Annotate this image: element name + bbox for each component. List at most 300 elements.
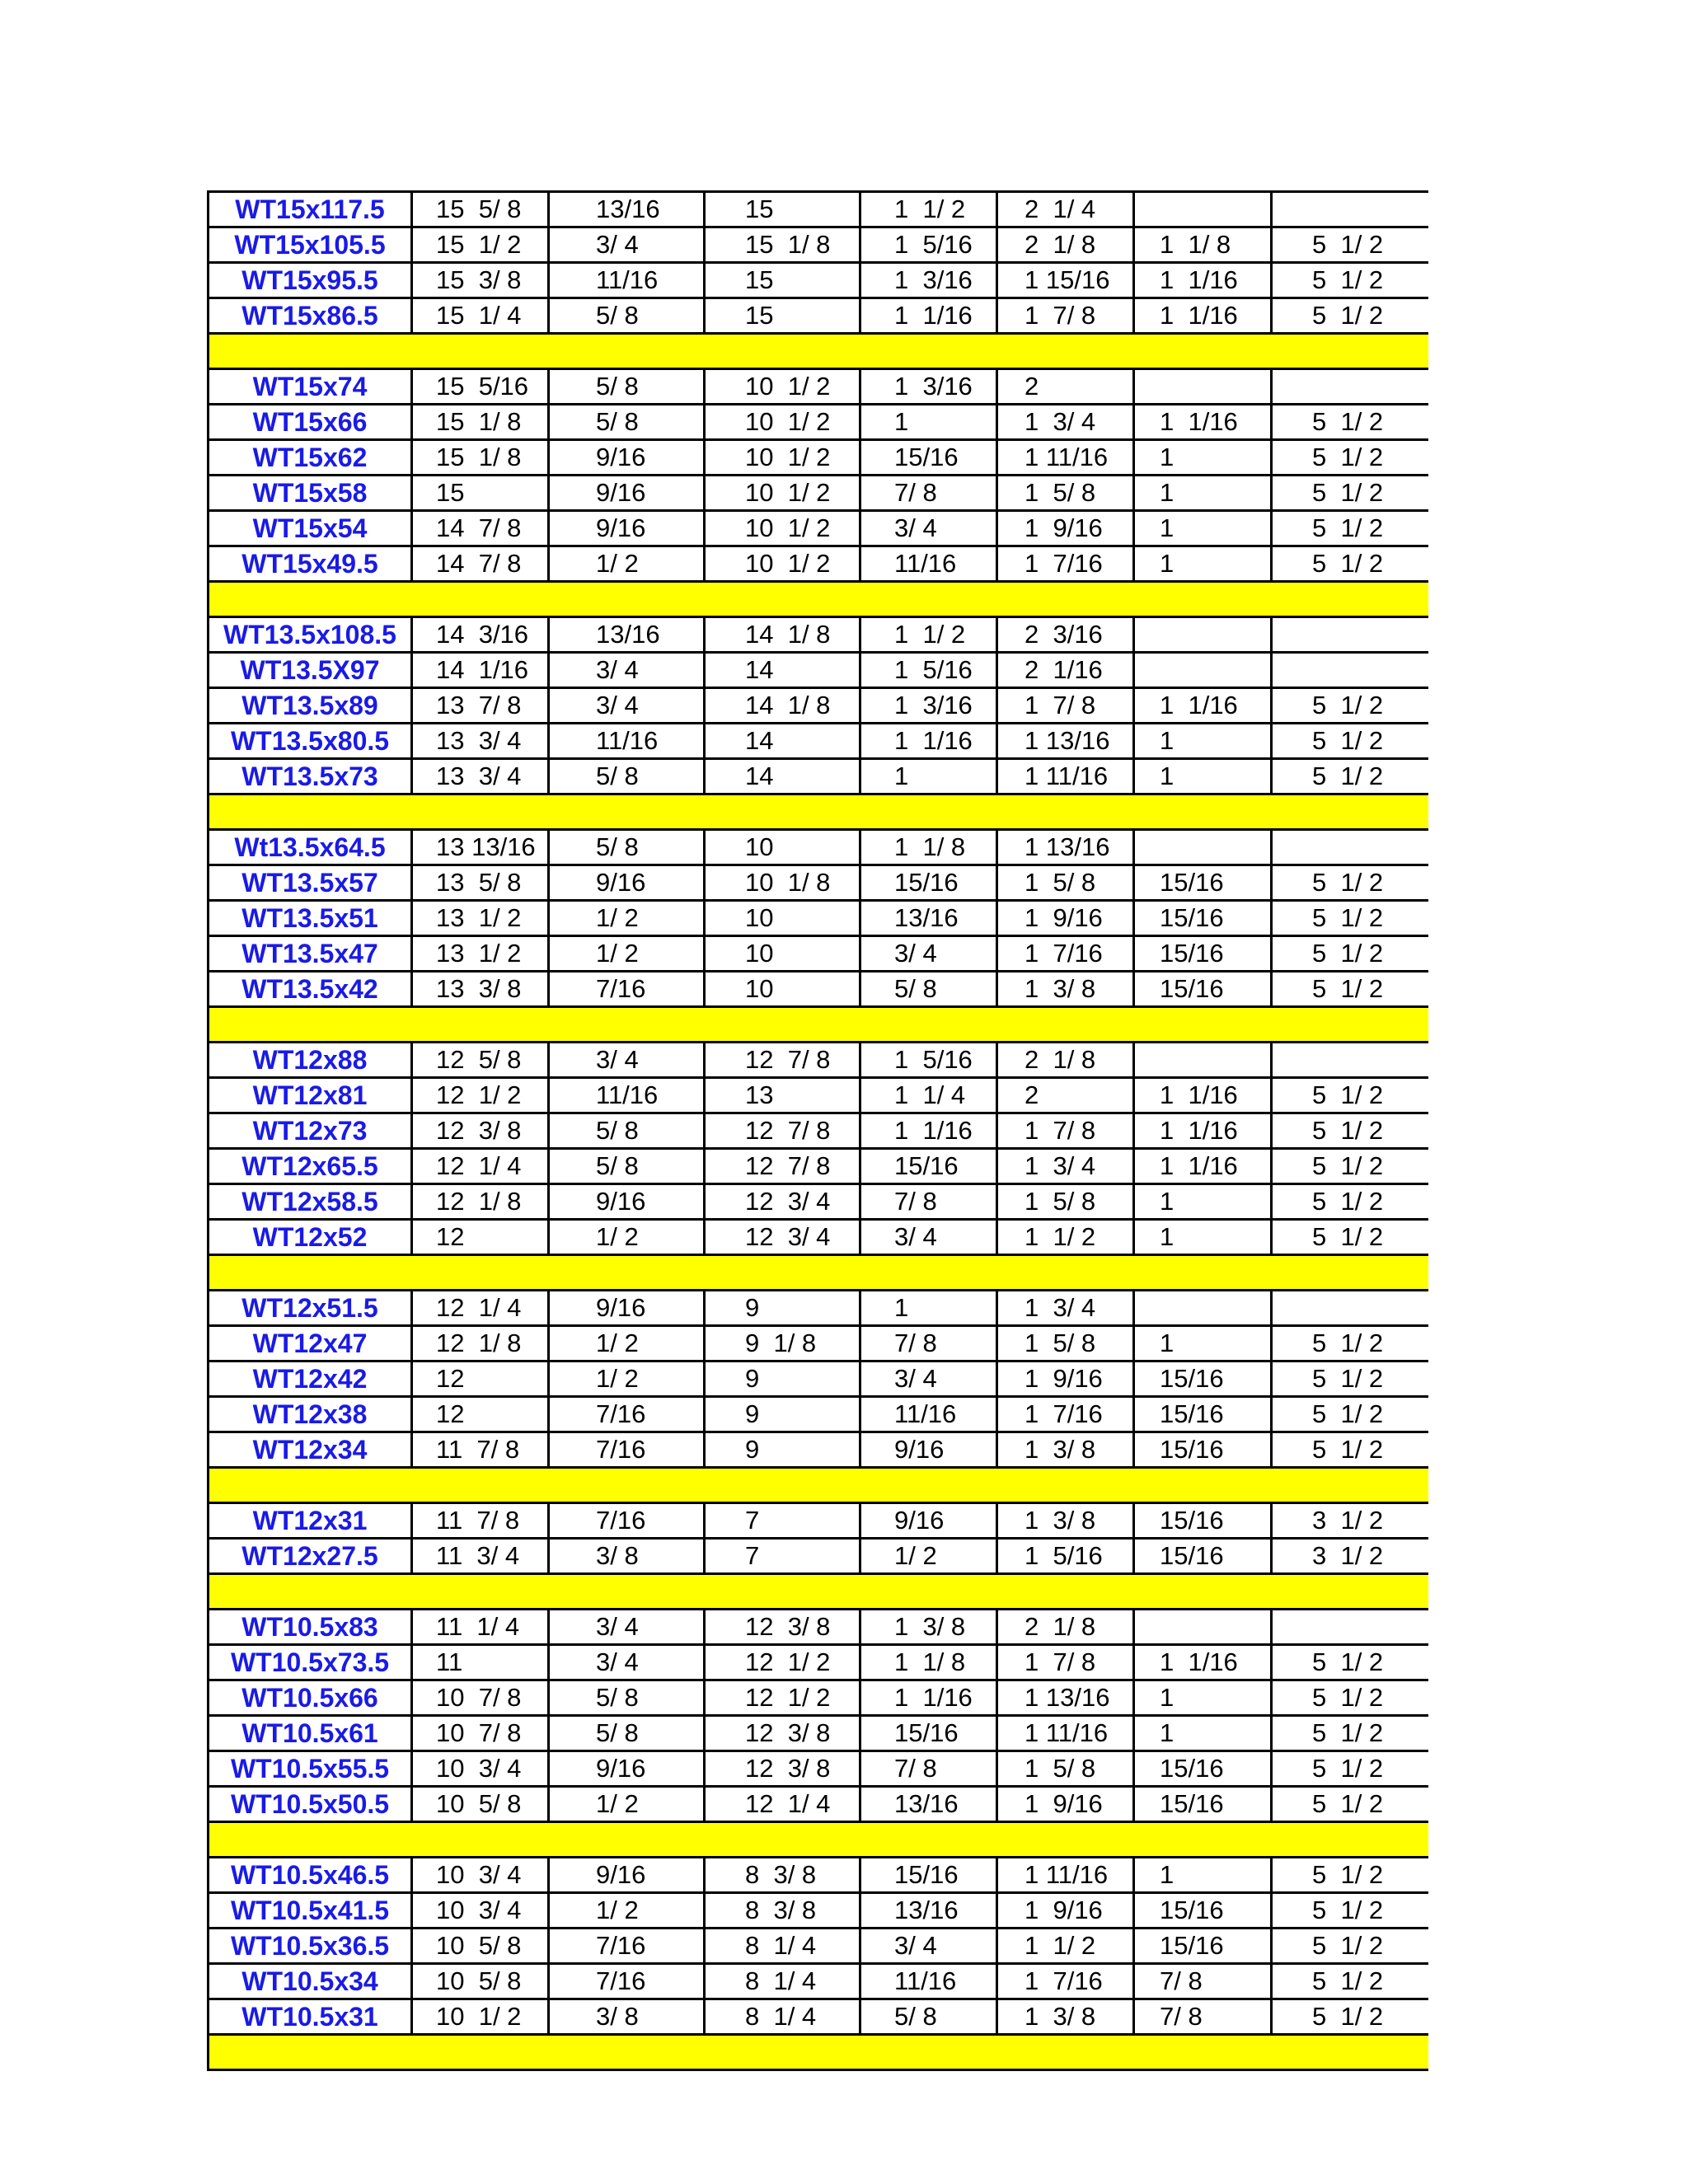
value-cell-col-7	[1272, 617, 1428, 653]
value-cell-col-7: 5 1/ 2	[1272, 1893, 1428, 1929]
value-cell-col-5: 1 1/ 2	[997, 1929, 1134, 1964]
value-cell-col-5: 1 3/ 4	[997, 405, 1134, 440]
table-row	[209, 369, 1428, 405]
table-row	[209, 1751, 1428, 1787]
table-row	[209, 298, 1428, 334]
table-row	[209, 936, 1428, 972]
table-row	[209, 617, 1428, 653]
separator-fill	[209, 1822, 1428, 1858]
value-cell-col-7	[1272, 830, 1428, 865]
value-cell-col-6: 15/16	[1134, 936, 1272, 972]
value-cell-col-4: 1 1/ 8	[860, 1645, 997, 1680]
value-cell-col-3: 8 1/ 4	[705, 1929, 860, 1964]
value-cell-col-2: 9/16	[549, 1858, 705, 1893]
table-row	[209, 1716, 1428, 1751]
designation-cell: WT12x47	[209, 1326, 412, 1361]
value-cell-col-3: 12 3/ 8	[705, 1716, 860, 1751]
value-cell-col-6: 15/16	[1134, 972, 1272, 1007]
value-cell-col-1: 12 1/ 2	[412, 1078, 549, 1113]
value-cell-col-2: 5/ 8	[549, 1716, 705, 1751]
value-cell-col-3: 9	[705, 1432, 860, 1468]
value-cell-col-2: 9/16	[549, 1291, 705, 1326]
designation-cell: WT15x58	[209, 476, 412, 511]
value-cell-col-7: 5 1/ 2	[1272, 972, 1428, 1007]
value-cell-col-3: 9	[705, 1291, 860, 1326]
value-cell-col-5: 1 1/ 2	[997, 1220, 1134, 1255]
value-cell-col-7: 5 1/ 2	[1272, 901, 1428, 936]
designation-cell: WT12x65.5	[209, 1149, 412, 1184]
value-cell-col-6: 1	[1134, 1220, 1272, 1255]
value-cell-col-1: 10 7/ 8	[412, 1680, 549, 1716]
group-separator-row	[209, 2035, 1428, 2070]
group-separator-row	[209, 1007, 1428, 1043]
designation-cell: WT15x86.5	[209, 298, 412, 334]
value-cell-col-2: 9/16	[549, 511, 705, 546]
value-cell-col-4: 15/16	[860, 865, 997, 901]
value-cell-col-3: 12 7/ 8	[705, 1043, 860, 1078]
value-cell-col-4: 9/16	[860, 1503, 997, 1539]
value-cell-col-5: 1 3/ 8	[997, 972, 1134, 1007]
separator-fill	[209, 1255, 1428, 1291]
table-row	[209, 972, 1428, 1007]
table-row	[209, 546, 1428, 582]
designation-cell: WT10.5x36.5	[209, 1929, 412, 1964]
value-cell-col-5: 1 7/16	[997, 1397, 1134, 1432]
value-cell-col-2: 5/ 8	[549, 1113, 705, 1149]
value-cell-col-1: 15 1/ 2	[412, 227, 549, 263]
value-cell-col-3: 7	[705, 1503, 860, 1539]
value-cell-col-2: 13/16	[549, 617, 705, 653]
value-cell-col-7: 5 1/ 2	[1272, 405, 1428, 440]
value-cell-col-6: 1 1/16	[1134, 688, 1272, 724]
table-row	[209, 511, 1428, 546]
value-cell-col-3: 13	[705, 1078, 860, 1113]
designation-cell: WT10.5x41.5	[209, 1893, 412, 1929]
table-row	[209, 653, 1428, 688]
value-cell-col-7: 5 1/ 2	[1272, 1680, 1428, 1716]
value-cell-col-3: 12 3/ 4	[705, 1220, 860, 1255]
value-cell-col-4: 1 1/ 4	[860, 1078, 997, 1113]
value-cell-col-1: 11 7/ 8	[412, 1432, 549, 1468]
value-cell-col-4: 3/ 4	[860, 1220, 997, 1255]
value-cell-col-3: 12 1/ 4	[705, 1787, 860, 1822]
value-cell-col-7: 5 1/ 2	[1272, 1858, 1428, 1893]
value-cell-col-4: 3/ 4	[860, 1929, 997, 1964]
value-cell-col-6	[1134, 192, 1272, 227]
table-row	[209, 227, 1428, 263]
value-cell-col-6: 15/16	[1134, 1929, 1272, 1964]
value-cell-col-5: 2 1/ 4	[997, 192, 1134, 227]
value-cell-col-3: 12 7/ 8	[705, 1113, 860, 1149]
value-cell-col-1: 10 3/ 4	[412, 1751, 549, 1787]
value-cell-col-5: 1 7/ 8	[997, 298, 1134, 334]
value-cell-col-3: 12 3/ 8	[705, 1610, 860, 1645]
value-cell-col-4: 15/16	[860, 1716, 997, 1751]
table-row	[209, 688, 1428, 724]
value-cell-col-2: 1/ 2	[549, 901, 705, 936]
value-cell-col-1: 11 1/ 4	[412, 1610, 549, 1645]
designation-cell: WT15x74	[209, 369, 412, 405]
value-cell-col-1: 12	[412, 1397, 549, 1432]
value-cell-col-5: 1 5/16	[997, 1539, 1134, 1574]
table-row	[209, 192, 1428, 227]
table-row	[209, 1610, 1428, 1645]
table-row	[209, 1361, 1428, 1397]
value-cell-col-5: 1 11/16	[997, 440, 1134, 476]
designation-cell: WT12x27.5	[209, 1539, 412, 1574]
table-row	[209, 1539, 1428, 1574]
value-cell-col-2: 9/16	[549, 476, 705, 511]
designation-cell: WT15x62	[209, 440, 412, 476]
value-cell-col-3: 10	[705, 936, 860, 972]
value-cell-col-2: 7/16	[549, 1929, 705, 1964]
value-cell-col-6: 15/16	[1134, 1893, 1272, 1929]
value-cell-col-5: 1 9/16	[997, 1787, 1134, 1822]
separator-fill	[209, 582, 1428, 617]
value-cell-col-1: 10 5/ 8	[412, 1964, 549, 1999]
value-cell-col-4: 3/ 4	[860, 1361, 997, 1397]
value-cell-col-5: 1 7/ 8	[997, 688, 1134, 724]
value-cell-col-7: 5 1/ 2	[1272, 1326, 1428, 1361]
value-cell-col-3: 15	[705, 192, 860, 227]
value-cell-col-3: 10 1/ 8	[705, 865, 860, 901]
table-row	[209, 1858, 1428, 1893]
designation-cell: WT15x105.5	[209, 227, 412, 263]
value-cell-col-5: 1 11/16	[997, 1858, 1134, 1893]
value-cell-col-5: 1 5/ 8	[997, 476, 1134, 511]
value-cell-col-4: 15/16	[860, 1149, 997, 1184]
designation-cell: WT10.5x31	[209, 1999, 412, 2035]
designation-cell: WT12x51.5	[209, 1291, 412, 1326]
value-cell-col-3: 10 1/ 2	[705, 476, 860, 511]
value-cell-col-7: 5 1/ 2	[1272, 1929, 1428, 1964]
table-row	[209, 440, 1428, 476]
value-cell-col-6	[1134, 1610, 1272, 1645]
value-cell-col-5: 1 7/16	[997, 936, 1134, 972]
value-cell-col-5: 1 13/16	[997, 724, 1134, 759]
value-cell-col-2: 7/16	[549, 1964, 705, 1999]
value-cell-col-7	[1272, 192, 1428, 227]
value-cell-col-7: 5 1/ 2	[1272, 1397, 1428, 1432]
table-row	[209, 901, 1428, 936]
value-cell-col-6: 1 1/16	[1134, 405, 1272, 440]
value-cell-col-1: 15	[412, 476, 549, 511]
value-cell-col-2: 1/ 2	[549, 1326, 705, 1361]
value-cell-col-1: 15 5/16	[412, 369, 549, 405]
group-separator-row	[209, 1468, 1428, 1503]
value-cell-col-5: 1 11/16	[997, 759, 1134, 794]
value-cell-col-6: 1	[1134, 1716, 1272, 1751]
value-cell-col-4: 1 1/16	[860, 1680, 997, 1716]
value-cell-col-3: 12 7/ 8	[705, 1149, 860, 1184]
designation-cell: WT10.5x73.5	[209, 1645, 412, 1680]
table-row	[209, 1220, 1428, 1255]
value-cell-col-3: 8 1/ 4	[705, 1964, 860, 1999]
value-cell-col-2: 1/ 2	[549, 936, 705, 972]
designation-cell: WT13.5x57	[209, 865, 412, 901]
value-cell-col-7: 5 1/ 2	[1272, 1432, 1428, 1468]
designation-cell: WT13.5x73	[209, 759, 412, 794]
value-cell-col-5: 1 3/ 8	[997, 1432, 1134, 1468]
value-cell-col-3: 12 3/ 4	[705, 1184, 860, 1220]
value-cell-col-7: 5 1/ 2	[1272, 298, 1428, 334]
designation-cell: WT12x31	[209, 1503, 412, 1539]
value-cell-col-5: 1 3/ 4	[997, 1149, 1134, 1184]
value-cell-col-6: 15/16	[1134, 901, 1272, 936]
table-row	[209, 724, 1428, 759]
value-cell-col-6	[1134, 830, 1272, 865]
value-cell-col-1: 12 1/ 8	[412, 1326, 549, 1361]
value-cell-col-3: 14 1/ 8	[705, 688, 860, 724]
table-row	[209, 1999, 1428, 2035]
value-cell-col-4: 1	[860, 405, 997, 440]
separator-fill	[209, 1007, 1428, 1043]
value-cell-col-6: 1	[1134, 1858, 1272, 1893]
value-cell-col-5: 1 7/ 8	[997, 1113, 1134, 1149]
value-cell-col-2: 1/ 2	[549, 546, 705, 582]
designation-cell: WT13.5x80.5	[209, 724, 412, 759]
value-cell-col-7: 5 1/ 2	[1272, 227, 1428, 263]
value-cell-col-7: 5 1/ 2	[1272, 688, 1428, 724]
separator-fill	[209, 794, 1428, 830]
value-cell-col-4: 3/ 4	[860, 936, 997, 972]
table-row	[209, 1893, 1428, 1929]
value-cell-col-3: 10	[705, 830, 860, 865]
value-cell-col-7: 3 1/ 2	[1272, 1503, 1428, 1539]
value-cell-col-5: 2 1/ 8	[997, 1043, 1134, 1078]
value-cell-col-2: 5/ 8	[549, 405, 705, 440]
value-cell-col-1: 12 1/ 4	[412, 1291, 549, 1326]
value-cell-col-6: 1	[1134, 1680, 1272, 1716]
value-cell-col-2: 3/ 4	[549, 653, 705, 688]
value-cell-col-1: 11 3/ 4	[412, 1539, 549, 1574]
value-cell-col-2: 3/ 4	[549, 1043, 705, 1078]
value-cell-col-7: 5 1/ 2	[1272, 263, 1428, 298]
value-cell-col-2: 11/16	[549, 263, 705, 298]
designation-cell: WT15x95.5	[209, 263, 412, 298]
group-separator-row	[209, 1822, 1428, 1858]
value-cell-col-7	[1272, 1291, 1428, 1326]
value-cell-col-7: 5 1/ 2	[1272, 865, 1428, 901]
value-cell-col-1: 10 5/ 8	[412, 1787, 549, 1822]
value-cell-col-7: 5 1/ 2	[1272, 476, 1428, 511]
value-cell-col-4: 7/ 8	[860, 1184, 997, 1220]
value-cell-col-4: 15/16	[860, 1858, 997, 1893]
table-row	[209, 405, 1428, 440]
value-cell-col-1: 13 7/ 8	[412, 688, 549, 724]
value-cell-col-4: 7/ 8	[860, 476, 997, 511]
separator-fill	[209, 1468, 1428, 1503]
value-cell-col-2: 11/16	[549, 724, 705, 759]
value-cell-col-7	[1272, 1043, 1428, 1078]
designation-cell: WT13.5X97	[209, 653, 412, 688]
designation-cell: WT15x117.5	[209, 192, 412, 227]
value-cell-col-7: 5 1/ 2	[1272, 1184, 1428, 1220]
value-cell-col-6: 15/16	[1134, 1751, 1272, 1787]
value-cell-col-4: 1 1/ 2	[860, 192, 997, 227]
value-cell-col-1: 11	[412, 1645, 549, 1680]
group-separator-row	[209, 334, 1428, 369]
value-cell-col-3: 9 1/ 8	[705, 1326, 860, 1361]
value-cell-col-1: 10 3/ 4	[412, 1858, 549, 1893]
value-cell-col-7	[1272, 1610, 1428, 1645]
value-cell-col-6: 1	[1134, 1184, 1272, 1220]
table-row	[209, 1078, 1428, 1113]
value-cell-col-2: 7/16	[549, 1503, 705, 1539]
table-row	[209, 1326, 1428, 1361]
designation-cell: WT12x81	[209, 1078, 412, 1113]
value-cell-col-6: 7/ 8	[1134, 1999, 1272, 2035]
value-cell-col-7: 5 1/ 2	[1272, 511, 1428, 546]
value-cell-col-2: 5/ 8	[549, 1149, 705, 1184]
designation-cell: WT10.5x34	[209, 1964, 412, 1999]
value-cell-col-6	[1134, 617, 1272, 653]
value-cell-col-6: 15/16	[1134, 1787, 1272, 1822]
value-cell-col-2: 7/16	[549, 972, 705, 1007]
group-separator-row	[209, 582, 1428, 617]
table-row	[209, 1645, 1428, 1680]
designation-cell: Wt13.5x64.5	[209, 830, 412, 865]
value-cell-col-7: 5 1/ 2	[1272, 724, 1428, 759]
value-cell-col-1: 14 7/ 8	[412, 546, 549, 582]
value-cell-col-2: 3/ 4	[549, 1645, 705, 1680]
designation-cell: WT12x38	[209, 1397, 412, 1432]
value-cell-col-5: 1 9/16	[997, 1893, 1134, 1929]
value-cell-col-1: 13 1/ 2	[412, 901, 549, 936]
table-row	[209, 830, 1428, 865]
value-cell-col-7: 5 1/ 2	[1272, 546, 1428, 582]
designation-cell: WT13.5x108.5	[209, 617, 412, 653]
value-cell-col-6: 1	[1134, 476, 1272, 511]
value-cell-col-2: 9/16	[549, 1184, 705, 1220]
value-cell-col-3: 7	[705, 1539, 860, 1574]
value-cell-col-4: 11/16	[860, 546, 997, 582]
value-cell-col-7: 5 1/ 2	[1272, 1787, 1428, 1822]
value-cell-col-2: 3/ 4	[549, 1610, 705, 1645]
value-cell-col-6: 1 1/16	[1134, 1645, 1272, 1680]
value-cell-col-4: 1 3/16	[860, 369, 997, 405]
value-cell-col-1: 13 5/ 8	[412, 865, 549, 901]
designation-cell: WT13.5x51	[209, 901, 412, 936]
value-cell-col-6: 1	[1134, 1326, 1272, 1361]
value-cell-col-2: 7/16	[549, 1397, 705, 1432]
designation-cell: WT12x73	[209, 1113, 412, 1149]
value-cell-col-2: 3/ 8	[549, 1999, 705, 2035]
value-cell-col-1: 14 7/ 8	[412, 511, 549, 546]
value-cell-col-2: 11/16	[549, 1078, 705, 1113]
value-cell-col-6: 15/16	[1134, 1397, 1272, 1432]
group-separator-row	[209, 1255, 1428, 1291]
value-cell-col-3: 15 1/ 8	[705, 227, 860, 263]
value-cell-col-6: 15/16	[1134, 1361, 1272, 1397]
value-cell-col-7: 3 1/ 2	[1272, 1539, 1428, 1574]
table-row	[209, 263, 1428, 298]
value-cell-col-2: 3/ 4	[549, 227, 705, 263]
value-cell-col-7: 5 1/ 2	[1272, 1113, 1428, 1149]
value-cell-col-1: 10 1/ 2	[412, 1999, 549, 2035]
value-cell-col-4: 1 3/16	[860, 263, 997, 298]
designation-cell: WT15x66	[209, 405, 412, 440]
value-cell-col-5: 2 3/16	[997, 617, 1134, 653]
value-cell-col-1: 12 5/ 8	[412, 1043, 549, 1078]
value-cell-col-3: 12 3/ 8	[705, 1751, 860, 1787]
value-cell-col-6	[1134, 653, 1272, 688]
value-cell-col-7: 5 1/ 2	[1272, 1751, 1428, 1787]
table-row	[209, 1184, 1428, 1220]
designation-cell: WT12x34	[209, 1432, 412, 1468]
value-cell-col-3: 8 3/ 8	[705, 1893, 860, 1929]
value-cell-col-2: 9/16	[549, 1751, 705, 1787]
value-cell-col-6: 15/16	[1134, 1539, 1272, 1574]
value-cell-col-7: 5 1/ 2	[1272, 1645, 1428, 1680]
separator-fill	[209, 2035, 1428, 2070]
value-cell-col-3: 8 3/ 8	[705, 1858, 860, 1893]
value-cell-col-5: 1 3/ 4	[997, 1291, 1134, 1326]
wt-section-table	[207, 190, 1428, 2071]
table-row	[209, 1680, 1428, 1716]
value-cell-col-6: 1 1/16	[1134, 1078, 1272, 1113]
value-cell-col-5: 1 7/16	[997, 546, 1134, 582]
value-cell-col-4: 1 1/16	[860, 1113, 997, 1149]
value-cell-col-1: 12 1/ 4	[412, 1149, 549, 1184]
value-cell-col-4: 5/ 8	[860, 972, 997, 1007]
value-cell-col-1: 14 1/16	[412, 653, 549, 688]
value-cell-col-4: 15/16	[860, 440, 997, 476]
table-row	[209, 1149, 1428, 1184]
table-row	[209, 1043, 1428, 1078]
value-cell-col-7: 5 1/ 2	[1272, 440, 1428, 476]
value-cell-col-6: 1	[1134, 440, 1272, 476]
value-cell-col-1: 15 1/ 8	[412, 440, 549, 476]
value-cell-col-6: 1 1/ 8	[1134, 227, 1272, 263]
value-cell-col-4: 5/ 8	[860, 1999, 997, 2035]
value-cell-col-4: 1	[860, 1291, 997, 1326]
value-cell-col-2: 1/ 2	[549, 1893, 705, 1929]
value-cell-col-1: 10 7/ 8	[412, 1716, 549, 1751]
value-cell-col-4: 1 1/ 8	[860, 830, 997, 865]
value-cell-col-4: 1 3/ 8	[860, 1610, 997, 1645]
value-cell-col-3: 12 1/ 2	[705, 1680, 860, 1716]
value-cell-col-6: 1 1/16	[1134, 1149, 1272, 1184]
value-cell-col-4: 1/ 2	[860, 1539, 997, 1574]
value-cell-col-6	[1134, 1043, 1272, 1078]
value-cell-col-5: 2 1/16	[997, 653, 1134, 688]
designation-cell: WT10.5x55.5	[209, 1751, 412, 1787]
value-cell-col-5: 1 7/ 8	[997, 1645, 1134, 1680]
value-cell-col-5: 1 9/16	[997, 511, 1134, 546]
value-cell-col-1: 12 3/ 8	[412, 1113, 549, 1149]
value-cell-col-2: 5/ 8	[549, 369, 705, 405]
table-row	[209, 1929, 1428, 1964]
value-cell-col-6: 1 1/16	[1134, 263, 1272, 298]
value-cell-col-1: 13 3/ 4	[412, 759, 549, 794]
value-cell-col-2: 5/ 8	[549, 759, 705, 794]
value-cell-col-7: 5 1/ 2	[1272, 1149, 1428, 1184]
value-cell-col-3: 14	[705, 759, 860, 794]
value-cell-col-7: 5 1/ 2	[1272, 936, 1428, 972]
value-cell-col-4: 1 1/16	[860, 724, 997, 759]
value-cell-col-4: 1 1/ 2	[860, 617, 997, 653]
value-cell-col-6: 1	[1134, 511, 1272, 546]
value-cell-col-7: 5 1/ 2	[1272, 1999, 1428, 2035]
value-cell-col-6: 1	[1134, 546, 1272, 582]
table-row	[209, 759, 1428, 794]
table-row	[209, 476, 1428, 511]
value-cell-col-5: 2 1/ 8	[997, 227, 1134, 263]
value-cell-col-3: 12 1/ 2	[705, 1645, 860, 1680]
value-cell-col-2: 3/ 8	[549, 1539, 705, 1574]
value-cell-col-3: 15	[705, 263, 860, 298]
